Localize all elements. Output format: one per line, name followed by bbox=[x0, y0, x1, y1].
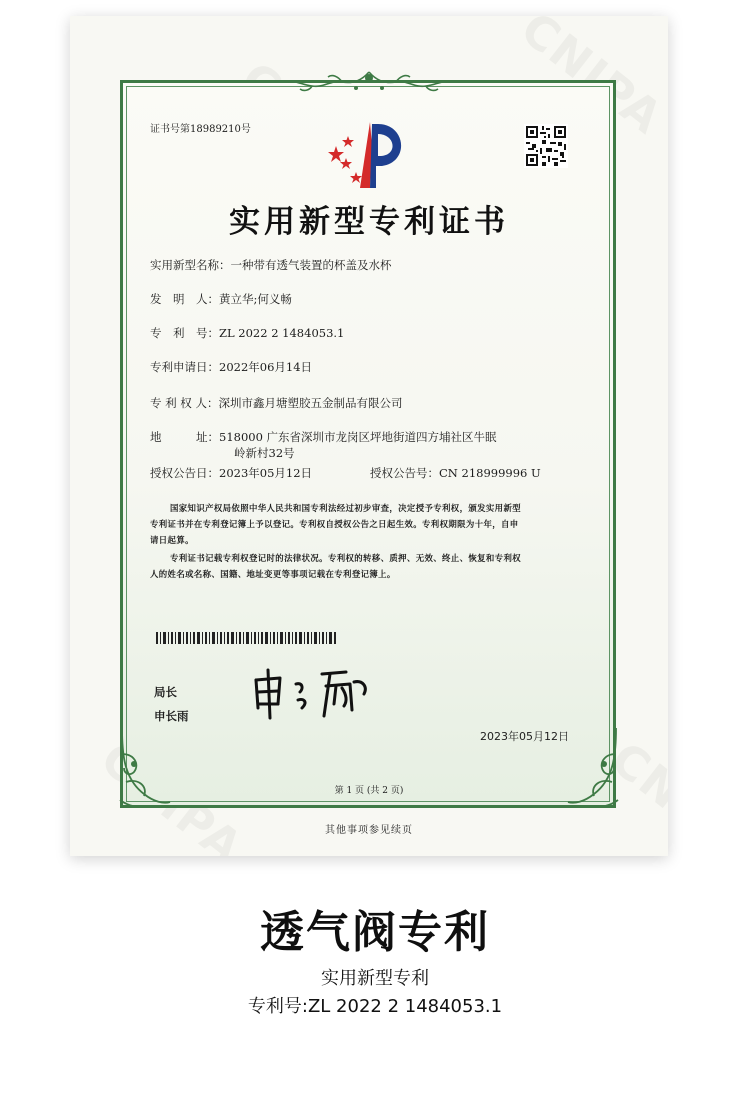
footer-note: 其他事项参见续页 bbox=[325, 825, 413, 836]
cnipa-logo-icon bbox=[326, 116, 416, 196]
field-value: 2022年06月14日 bbox=[219, 360, 313, 374]
director-name: 申长雨 bbox=[154, 709, 189, 723]
paragraph-line: 请日起算。 bbox=[150, 535, 194, 545]
field-inventor bbox=[150, 292, 292, 306]
field-patent-number bbox=[150, 326, 344, 340]
paragraph-line: 专利证书记载专利权登记时的法律状况。专利权的转移、质押、无效、终止、恢复和专利权 bbox=[170, 553, 521, 563]
signed-date: 2023年05月12日 bbox=[480, 730, 569, 743]
caption-patent-number: 专利号:ZL 2022 2 1484053.1 bbox=[247, 996, 503, 1017]
field-value: CN 218999996 U bbox=[439, 466, 541, 480]
field-value: 2023年05月12日 bbox=[219, 466, 313, 480]
field-label: 实用新型名称： bbox=[150, 258, 231, 272]
paragraph-line: 人的姓名或名称、国籍、地址变更等事项记载在专利登记簿上。 bbox=[150, 569, 396, 579]
certificate-title: 实用新型专利证书 bbox=[229, 204, 509, 240]
field-label: 发 明 人： bbox=[150, 292, 219, 306]
corner-ornament-icon bbox=[114, 724, 174, 814]
field-value: 518000 广东省深圳市龙岗区坪地街道四方埔社区牛眠 bbox=[219, 430, 497, 444]
page-info: 第 1 页 (共 2 页) bbox=[334, 786, 404, 796]
field-utility-model-name bbox=[150, 258, 392, 272]
director-title: 局长 bbox=[154, 685, 177, 699]
caption-title: 透气阀专利 bbox=[260, 907, 490, 958]
field-value: 黄立华;何义畅 bbox=[219, 292, 292, 306]
field-value: 深圳市鑫月塘塑胶五金制品有限公司 bbox=[218, 396, 403, 410]
field-label: 地 址： bbox=[150, 430, 219, 444]
paragraph-line: 专利证书并在专利登记簿上予以登记。专利权自授权公告之日起生效。专利权期限为十年，自申 bbox=[150, 519, 519, 529]
field-label: 专 利 权 人： bbox=[150, 396, 219, 410]
field-value: ZL 2022 2 1484053.1 bbox=[219, 326, 345, 340]
field-address-line2: 岭新村32号 bbox=[234, 446, 295, 460]
signature-icon bbox=[246, 664, 386, 720]
barcode-icon bbox=[156, 632, 336, 644]
caption-subtitle: 实用新型专利 bbox=[321, 968, 429, 989]
field-patentee bbox=[150, 396, 402, 410]
field-label: 授权公告号： bbox=[370, 466, 439, 480]
paragraph-line: 国家知识产权局依照中华人民共和国专利法经过初步审查，决定授予专利权，颁发实用新型 bbox=[170, 503, 521, 513]
certificate-paper bbox=[70, 16, 668, 856]
field-label: 专 利 号： bbox=[150, 326, 219, 340]
corner-ornament-icon bbox=[564, 724, 624, 814]
field-application-date bbox=[150, 360, 312, 374]
qr-code-icon bbox=[524, 124, 568, 168]
field-grant-number bbox=[370, 466, 541, 480]
field-label: 专利申请日： bbox=[150, 360, 219, 374]
field-address bbox=[150, 430, 497, 444]
top-ornament-icon bbox=[284, 68, 454, 94]
field-value: 一种带有透气装置的杯盖及水杯 bbox=[230, 258, 392, 272]
field-grant-date bbox=[150, 466, 312, 480]
field-label: 授权公告日： bbox=[150, 466, 219, 480]
certificate-number: 证书号第18989210号 bbox=[150, 124, 251, 135]
